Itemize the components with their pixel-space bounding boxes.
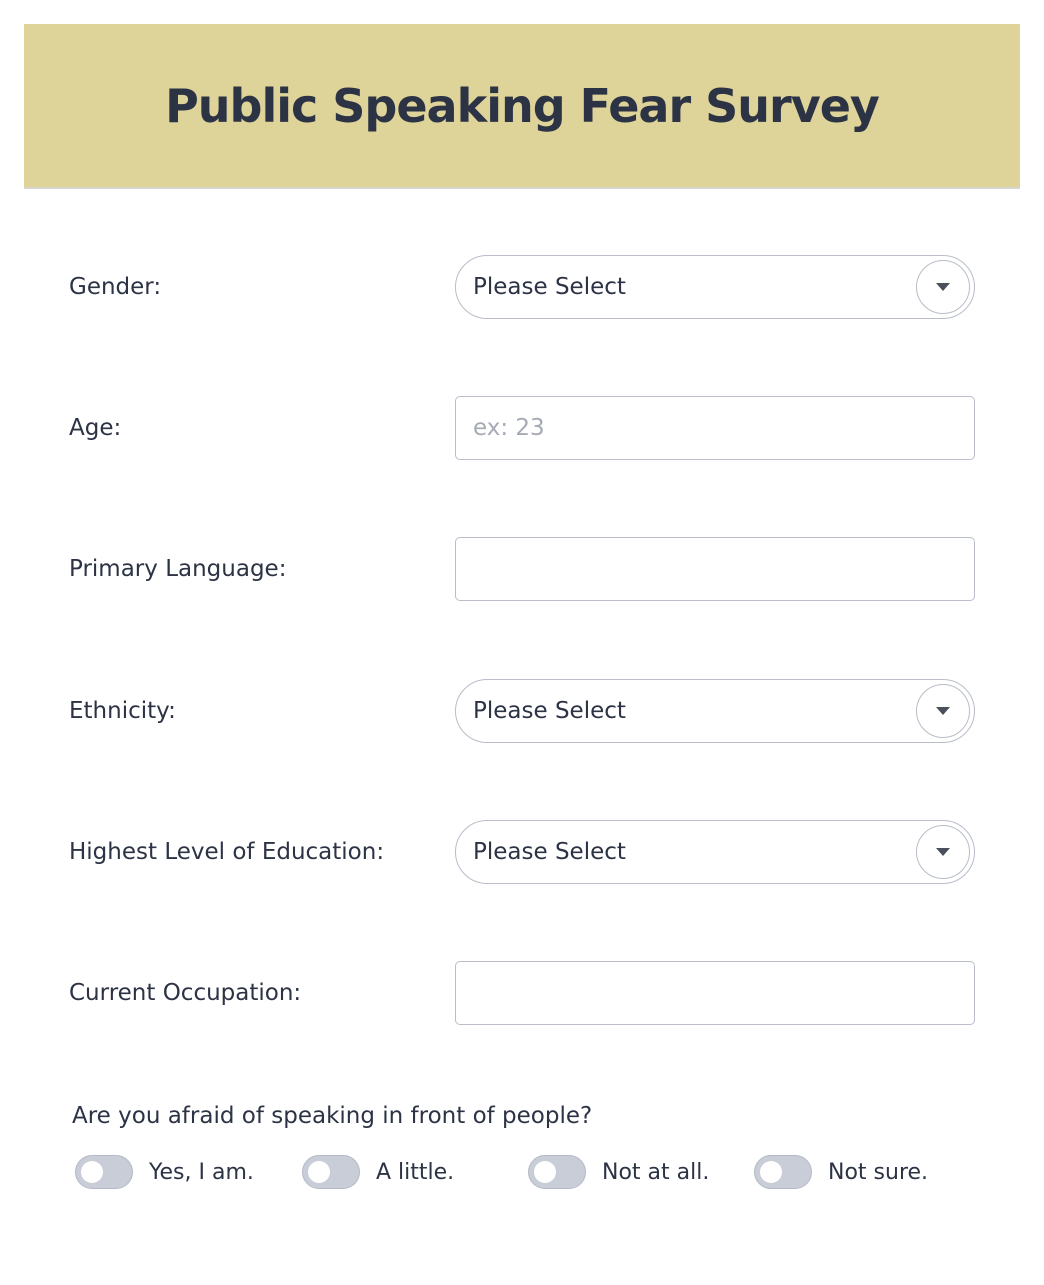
caret-down-icon bbox=[935, 706, 951, 716]
fear-question: Are you afraid of speaking in front of people? bbox=[72, 1103, 593, 1129]
age-label: Age: bbox=[69, 415, 122, 441]
gender-dropdown-button[interactable] bbox=[916, 260, 970, 314]
toggle-switch[interactable] bbox=[302, 1155, 360, 1189]
education-label: Highest Level of Education: bbox=[69, 839, 385, 865]
option-not-sure[interactable] bbox=[754, 1153, 928, 1191]
education-select[interactable] bbox=[455, 820, 975, 884]
gender-label: Gender: bbox=[69, 274, 162, 300]
caret-down-icon bbox=[935, 847, 951, 857]
ethnicity-label: Ethnicity: bbox=[69, 698, 176, 724]
option-label: A little. bbox=[376, 1159, 455, 1185]
ethnicity-select[interactable] bbox=[455, 679, 975, 743]
option-label: Not sure. bbox=[828, 1159, 929, 1185]
ethnicity-dropdown-button[interactable] bbox=[916, 684, 970, 738]
occupation-row bbox=[69, 961, 975, 1025]
option-a-little[interactable] bbox=[302, 1153, 454, 1191]
ethnicity-row bbox=[69, 679, 975, 743]
fear-options bbox=[75, 1153, 975, 1193]
gender-row bbox=[69, 255, 975, 319]
age-row bbox=[69, 396, 975, 460]
option-label: Yes, I am. bbox=[149, 1159, 254, 1185]
toggle-knob bbox=[81, 1161, 103, 1183]
gender-select[interactable] bbox=[455, 255, 975, 319]
education-select-value: Please Select bbox=[473, 839, 626, 865]
gender-select-value: Please Select bbox=[473, 274, 626, 300]
toggle-switch[interactable] bbox=[754, 1155, 812, 1189]
toggle-knob bbox=[760, 1161, 782, 1183]
language-input[interactable] bbox=[455, 537, 975, 601]
option-not-at-all[interactable] bbox=[528, 1153, 709, 1191]
language-label: Primary Language: bbox=[69, 556, 287, 582]
language-row bbox=[69, 537, 975, 601]
age-input[interactable] bbox=[455, 396, 975, 460]
education-dropdown-button[interactable] bbox=[916, 825, 970, 879]
education-row bbox=[69, 820, 975, 884]
toggle-knob bbox=[534, 1161, 556, 1183]
form-header bbox=[24, 24, 1020, 189]
occupation-input[interactable] bbox=[455, 961, 975, 1025]
option-label: Not at all. bbox=[602, 1159, 710, 1185]
page-title: Public Speaking Fear Survey bbox=[165, 78, 879, 133]
toggle-switch[interactable] bbox=[528, 1155, 586, 1189]
occupation-label: Current Occupation: bbox=[69, 980, 302, 1006]
caret-down-icon bbox=[935, 282, 951, 292]
toggle-switch[interactable] bbox=[75, 1155, 133, 1189]
option-yes[interactable] bbox=[75, 1153, 254, 1191]
toggle-knob bbox=[308, 1161, 330, 1183]
ethnicity-select-value: Please Select bbox=[473, 698, 626, 724]
